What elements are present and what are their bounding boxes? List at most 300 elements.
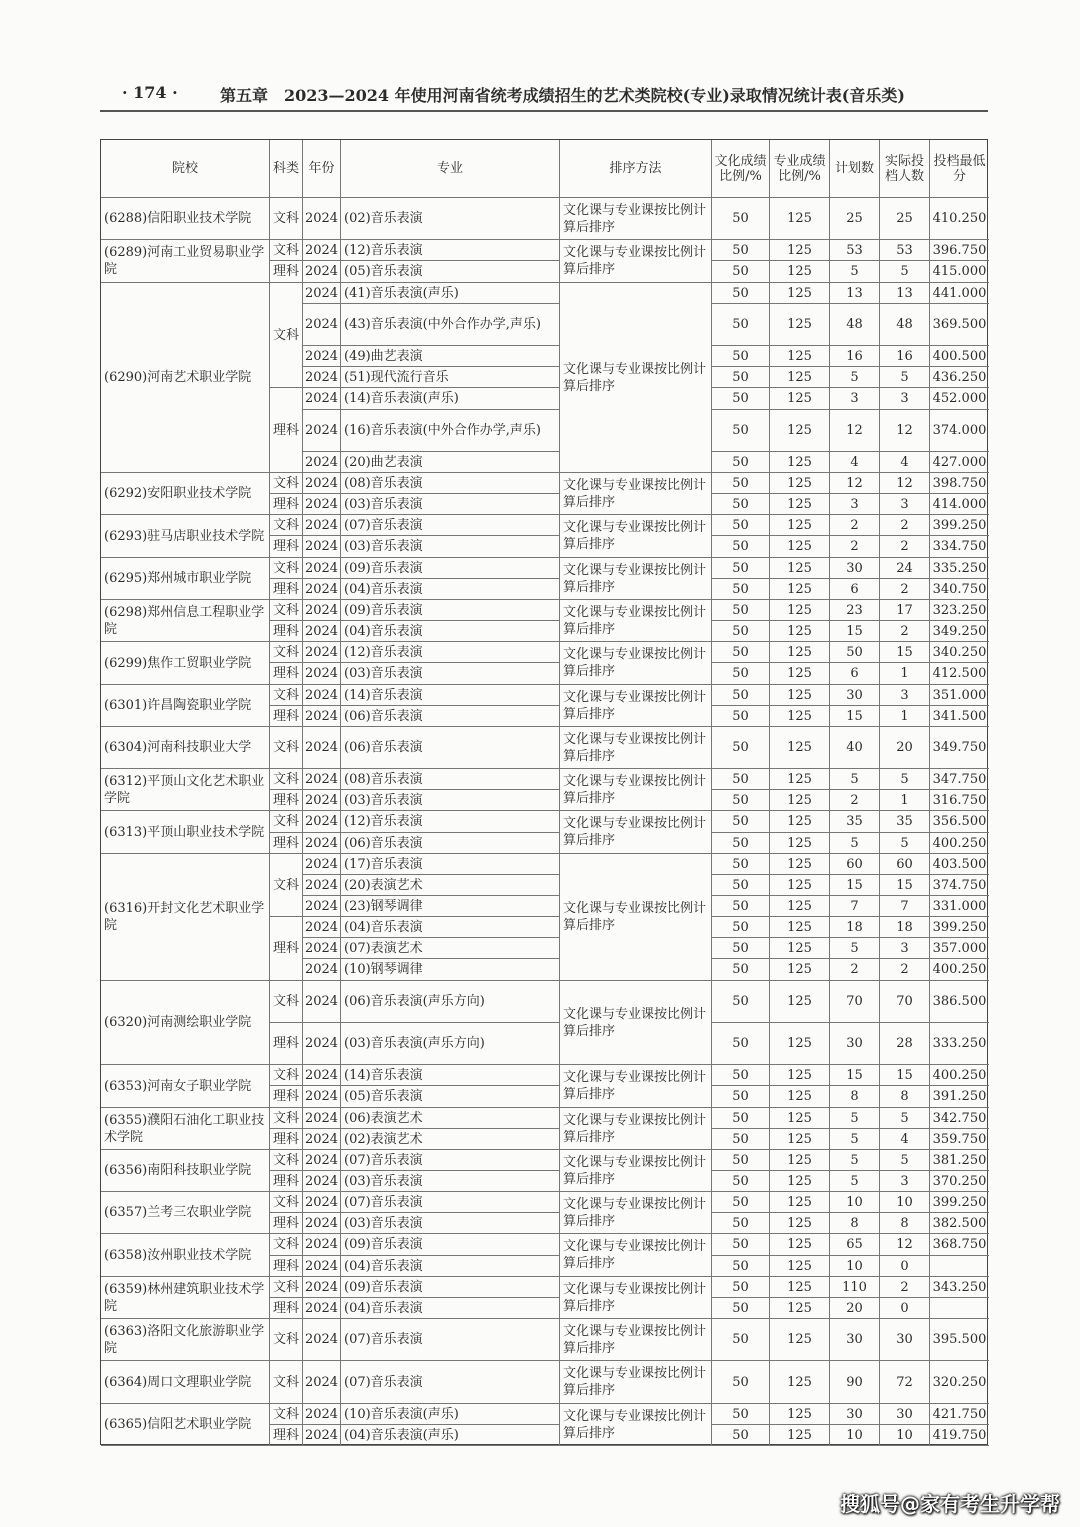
cell-year: 2024: [303, 304, 341, 346]
cell-sort-method: 文化课与专业课按比例计算后排序: [560, 981, 712, 1065]
cell-actual: 0: [880, 1298, 930, 1319]
cell-plan: 15: [830, 875, 880, 896]
cell-culture-ratio: 50: [712, 1404, 770, 1425]
cell-culture-ratio: 50: [712, 515, 770, 536]
cell-major-ratio: 125: [770, 1256, 830, 1277]
cell-major-ratio: 125: [770, 1361, 830, 1404]
cell-plan: 3: [830, 494, 880, 515]
cell-culture-ratio: 50: [712, 685, 770, 706]
cell-year: 2024: [303, 558, 341, 579]
cell-plan: 5: [830, 1129, 880, 1150]
cell-plan: 2: [830, 515, 880, 536]
cell-plan: 5: [830, 367, 880, 388]
cell-type: 文科: [270, 558, 303, 579]
cell-culture-ratio: 50: [712, 410, 770, 452]
cell-min-score: 400.250: [930, 1065, 989, 1086]
cell-min-score: 340.750: [930, 579, 989, 600]
cell-year: 2024: [303, 452, 341, 473]
cell-major: (07)音乐表演: [341, 1319, 560, 1361]
cell-year: 2024: [303, 1256, 341, 1277]
cell-major: (07)音乐表演: [341, 1361, 560, 1404]
cell-school: (6301)许昌陶瓷职业学院: [101, 685, 270, 727]
cell-min-score: 374.000: [930, 410, 989, 452]
cell-actual: 25: [880, 198, 930, 240]
header-type: 科类: [270, 140, 303, 198]
cell-year: 2024: [303, 388, 341, 410]
cell-major-ratio: 125: [770, 261, 830, 283]
cell-major: (09)音乐表演: [341, 558, 560, 579]
cell-min-score: 369.500: [930, 304, 989, 346]
cell-major-ratio: 125: [770, 410, 830, 452]
cell-type: 文科: [270, 811, 303, 833]
cell-culture-ratio: 50: [712, 367, 770, 388]
cell-major-ratio: 125: [770, 198, 830, 240]
cell-major: (20)表演艺术: [341, 875, 560, 896]
cell-major-ratio: 125: [770, 1213, 830, 1234]
cell-year: 2024: [303, 473, 341, 494]
cell-major: (03)音乐表演: [341, 1213, 560, 1234]
cell-culture-ratio: 50: [712, 959, 770, 981]
cell-actual: 5: [880, 367, 930, 388]
cell-major: (08)音乐表演: [341, 769, 560, 790]
cell-major: (10)音乐表演(声乐): [341, 1404, 560, 1425]
cell-min-score: 441.000: [930, 283, 989, 304]
cell-sort-method: 文化课与专业课按比例计算后排序: [560, 1277, 712, 1319]
cell-plan: 5: [830, 1171, 880, 1192]
cell-year: 2024: [303, 198, 341, 240]
cell-type: 理科: [270, 1023, 303, 1065]
cell-culture-ratio: 50: [712, 1234, 770, 1256]
cell-actual: 24: [880, 558, 930, 579]
cell-major-ratio: 125: [770, 981, 830, 1023]
cell-year: 2024: [303, 1065, 341, 1086]
cell-sort-method: 文化课与专业课按比例计算后排序: [560, 558, 712, 600]
cell-year: 2024: [303, 981, 341, 1023]
cell-school: (6353)河南女子职业学院: [101, 1065, 270, 1108]
cell-major-ratio: 125: [770, 854, 830, 875]
cell-major: (03)音乐表演: [341, 1171, 560, 1192]
cell-culture-ratio: 50: [712, 240, 770, 261]
cell-sort-method: 文化课与专业课按比例计算后排序: [560, 198, 712, 240]
header-culture-ratio: 文化成绩比例/%: [712, 140, 770, 198]
cell-major-ratio: 125: [770, 283, 830, 304]
cell-school: (6298)郑州信息工程职业学院: [101, 600, 270, 642]
cell-school: (6316)开封文化艺术职业学院: [101, 854, 270, 981]
cell-major-ratio: 125: [770, 579, 830, 600]
cell-actual: 3: [880, 388, 930, 410]
cell-major-ratio: 125: [770, 1425, 830, 1446]
cell-actual: 4: [880, 452, 930, 473]
cell-culture-ratio: 50: [712, 1298, 770, 1319]
cell-year: 2024: [303, 685, 341, 706]
cell-major: (14)音乐表演(声乐): [341, 388, 560, 410]
admission-table: [100, 139, 988, 1445]
cell-year: 2024: [303, 1234, 341, 1256]
cell-major: (04)音乐表演: [341, 579, 560, 600]
cell-type: 理科: [270, 1298, 303, 1319]
cell-year: 2024: [303, 1319, 341, 1361]
cell-min-score: 331.000: [930, 896, 989, 917]
cell-year: 2024: [303, 240, 341, 261]
cell-plan: 30: [830, 685, 880, 706]
cell-actual: 5: [880, 1108, 930, 1129]
cell-min-score: 395.500: [930, 1319, 989, 1361]
cell-type: 文科: [270, 854, 303, 917]
cell-culture-ratio: 50: [712, 1192, 770, 1213]
cell-type: 文科: [270, 642, 303, 663]
cell-culture-ratio: 50: [712, 261, 770, 283]
cell-plan: 35: [830, 811, 880, 833]
cell-min-score: 412.500: [930, 663, 989, 685]
cell-major-ratio: 125: [770, 346, 830, 367]
cell-school: (6358)汝州职业技术学院: [101, 1234, 270, 1277]
cell-culture-ratio: 50: [712, 1150, 770, 1171]
cell-type: 文科: [270, 1277, 303, 1298]
header-plan: 计划数: [830, 140, 880, 198]
cell-actual: 35: [880, 811, 930, 833]
cell-culture-ratio: 50: [712, 854, 770, 875]
cell-year: 2024: [303, 1213, 341, 1234]
cell-major-ratio: 125: [770, 452, 830, 473]
cell-sort-method: 文化课与专业课按比例计算后排序: [560, 1108, 712, 1150]
cell-min-score: 340.250: [930, 642, 989, 663]
cell-sort-method: 文化课与专业课按比例计算后排序: [560, 769, 712, 811]
cell-major: (03)音乐表演: [341, 494, 560, 515]
cell-culture-ratio: 50: [712, 1319, 770, 1361]
cell-school: (6289)河南工业贸易职业学院: [101, 240, 270, 283]
cell-major: (17)音乐表演: [341, 854, 560, 875]
cell-plan: 6: [830, 663, 880, 685]
cell-major: (06)音乐表演: [341, 706, 560, 727]
cell-major-ratio: 125: [770, 1277, 830, 1298]
cell-culture-ratio: 50: [712, 790, 770, 811]
cell-year: 2024: [303, 938, 341, 959]
cell-culture-ratio: 50: [712, 981, 770, 1023]
cell-plan: 48: [830, 304, 880, 346]
cell-min-score: 349.750: [930, 727, 989, 769]
cell-actual: 2: [880, 515, 930, 536]
cell-type: 文科: [270, 1108, 303, 1129]
cell-major: (05)音乐表演: [341, 1086, 560, 1108]
cell-plan: 3: [830, 388, 880, 410]
cell-sort-method: 文化课与专业课按比例计算后排序: [560, 600, 712, 642]
cell-actual: 5: [880, 833, 930, 854]
cell-culture-ratio: 50: [712, 1213, 770, 1234]
cell-sort-method: 文化课与专业课按比例计算后排序: [560, 811, 712, 854]
cell-major-ratio: 125: [770, 685, 830, 706]
cell-plan: 6: [830, 579, 880, 600]
cell-major: (08)音乐表演: [341, 473, 560, 494]
cell-year: 2024: [303, 959, 341, 981]
cell-plan: 7: [830, 896, 880, 917]
cell-plan: 2: [830, 959, 880, 981]
cell-school: (6290)河南艺术职业学院: [101, 283, 270, 473]
cell-actual: 8: [880, 1086, 930, 1108]
cell-major: (07)音乐表演: [341, 515, 560, 536]
cell-major-ratio: 125: [770, 959, 830, 981]
cell-major: (12)音乐表演: [341, 240, 560, 261]
cell-plan: 4: [830, 452, 880, 473]
cell-plan: 30: [830, 1319, 880, 1361]
cell-type: 文科: [270, 1404, 303, 1425]
cell-type: 文科: [270, 1234, 303, 1256]
cell-major: (07)表演艺术: [341, 938, 560, 959]
cell-actual: 20: [880, 727, 930, 769]
cell-major: (16)音乐表演(中外合作办学,声乐): [341, 410, 560, 452]
cell-min-score: 333.250: [930, 1023, 989, 1065]
cell-min-score: 374.750: [930, 875, 989, 896]
cell-type: 理科: [270, 536, 303, 558]
cell-year: 2024: [303, 790, 341, 811]
cell-min-score: 356.500: [930, 811, 989, 833]
cell-min-score: 347.750: [930, 769, 989, 790]
cell-plan: 5: [830, 938, 880, 959]
cell-actual: 17: [880, 600, 930, 621]
cell-plan: 8: [830, 1086, 880, 1108]
cell-type: 理科: [270, 1425, 303, 1446]
cell-actual: 7: [880, 896, 930, 917]
cell-actual: 1: [880, 663, 930, 685]
cell-year: 2024: [303, 833, 341, 854]
cell-school: (6364)周口文理职业学院: [101, 1361, 270, 1404]
cell-plan: 2: [830, 790, 880, 811]
cell-plan: 50: [830, 642, 880, 663]
cell-type: 文科: [270, 1192, 303, 1213]
cell-type: 文科: [270, 1150, 303, 1171]
cell-min-score: 335.250: [930, 558, 989, 579]
cell-major-ratio: 125: [770, 1404, 830, 1425]
cell-type: 文科: [270, 473, 303, 494]
cell-major-ratio: 125: [770, 367, 830, 388]
cell-type: 理科: [270, 261, 303, 283]
cell-type: 理科: [270, 790, 303, 811]
cell-type: 文科: [270, 727, 303, 769]
cell-culture-ratio: 50: [712, 811, 770, 833]
cell-major-ratio: 125: [770, 304, 830, 346]
cell-major: (06)音乐表演: [341, 833, 560, 854]
cell-major-ratio: 125: [770, 1234, 830, 1256]
cell-major-ratio: 125: [770, 642, 830, 663]
cell-plan: 13: [830, 283, 880, 304]
cell-culture-ratio: 50: [712, 1425, 770, 1446]
cell-actual: 53: [880, 240, 930, 261]
cell-major-ratio: 125: [770, 896, 830, 917]
cell-min-score: 381.250: [930, 1150, 989, 1171]
cell-culture-ratio: 50: [712, 917, 770, 938]
cell-sort-method: 文化课与专业课按比例计算后排序: [560, 1361, 712, 1404]
cell-min-score: 368.750: [930, 1234, 989, 1256]
cell-year: 2024: [303, 410, 341, 452]
cell-school: (6313)平顶山职业技术学院: [101, 811, 270, 854]
cell-culture-ratio: 50: [712, 579, 770, 600]
cell-year: 2024: [303, 854, 341, 875]
cell-actual: 48: [880, 304, 930, 346]
cell-culture-ratio: 50: [712, 452, 770, 473]
cell-actual: 1: [880, 706, 930, 727]
cell-actual: 12: [880, 410, 930, 452]
cell-plan: 10: [830, 1192, 880, 1213]
chapter-title: 第五章 2023—2024 年使用河南省统考成绩招生的艺术类院校(专业)录取情况统计表(音乐类): [220, 86, 905, 105]
cell-major-ratio: 125: [770, 875, 830, 896]
cell-actual: 12: [880, 473, 930, 494]
cell-plan: 40: [830, 727, 880, 769]
cell-actual: 10: [880, 1192, 930, 1213]
cell-plan: 5: [830, 769, 880, 790]
cell-min-score: 323.250: [930, 600, 989, 621]
cell-culture-ratio: 50: [712, 1361, 770, 1404]
header-actual: 实际投档人数: [880, 140, 930, 198]
cell-major-ratio: 125: [770, 388, 830, 410]
cell-plan: 30: [830, 1404, 880, 1425]
header-major-ratio: 专业成绩比例/%: [770, 140, 830, 198]
cell-year: 2024: [303, 261, 341, 283]
cell-min-score: 414.000: [930, 494, 989, 515]
cell-actual: 2: [880, 536, 930, 558]
cell-major: (04)音乐表演: [341, 621, 560, 642]
cell-actual: 5: [880, 261, 930, 283]
cell-sort-method: 文化课与专业课按比例计算后排序: [560, 515, 712, 558]
cell-culture-ratio: 50: [712, 1023, 770, 1065]
cell-type: 文科: [270, 769, 303, 790]
cell-school: (6356)南阳科技职业学院: [101, 1150, 270, 1192]
cell-school: (6357)兰考三农职业学院: [101, 1192, 270, 1234]
cell-type: 文科: [270, 240, 303, 261]
cell-major: (07)音乐表演: [341, 1150, 560, 1171]
cell-min-score: 359.750: [930, 1129, 989, 1150]
cell-year: 2024: [303, 600, 341, 621]
cell-min-score: 349.250: [930, 621, 989, 642]
cell-school: (6365)信阳艺术职业学院: [101, 1404, 270, 1446]
cell-min-score: 320.250: [930, 1361, 989, 1404]
cell-major-ratio: 125: [770, 1298, 830, 1319]
cell-major: (06)音乐表演: [341, 727, 560, 769]
cell-min-score: 370.250: [930, 1171, 989, 1192]
cell-actual: 8: [880, 1213, 930, 1234]
cell-type: 文科: [270, 283, 303, 388]
cell-school: (6304)河南科技职业大学: [101, 727, 270, 769]
cell-plan: 15: [830, 621, 880, 642]
cell-min-score: 419.750: [930, 1425, 989, 1446]
cell-culture-ratio: 50: [712, 642, 770, 663]
cell-year: 2024: [303, 706, 341, 727]
cell-sort-method: 文化课与专业课按比例计算后排序: [560, 1234, 712, 1277]
cell-type: 理科: [270, 388, 303, 473]
cell-actual: 13: [880, 283, 930, 304]
cell-major-ratio: 125: [770, 1150, 830, 1171]
cell-min-score: 351.000: [930, 685, 989, 706]
cell-min-score: 399.250: [930, 515, 989, 536]
cell-type: 文科: [270, 685, 303, 706]
header-min-score: 投档最低分: [930, 140, 989, 198]
cell-major: (03)音乐表演: [341, 536, 560, 558]
cell-major-ratio: 125: [770, 833, 830, 854]
cell-actual: 5: [880, 769, 930, 790]
cell-plan: 12: [830, 410, 880, 452]
cell-type: 文科: [270, 515, 303, 536]
cell-plan: 53: [830, 240, 880, 261]
cell-sort-method: 文化课与专业课按比例计算后排序: [560, 685, 712, 727]
cell-min-score: 386.500: [930, 981, 989, 1023]
cell-year: 2024: [303, 917, 341, 938]
cell-major: (06)音乐表演(声乐方向): [341, 981, 560, 1023]
cell-actual: 2: [880, 621, 930, 642]
header-school: 院校: [101, 140, 270, 198]
cell-major-ratio: 125: [770, 663, 830, 685]
cell-plan: 90: [830, 1361, 880, 1404]
cell-culture-ratio: 50: [712, 1256, 770, 1277]
cell-type: 文科: [270, 1361, 303, 1404]
cell-major: (03)音乐表演: [341, 790, 560, 811]
cell-major-ratio: 125: [770, 536, 830, 558]
cell-year: 2024: [303, 663, 341, 685]
cell-culture-ratio: 50: [712, 621, 770, 642]
cell-actual: 3: [880, 685, 930, 706]
cell-major: (04)音乐表演: [341, 1298, 560, 1319]
cell-major: (14)音乐表演: [341, 1065, 560, 1086]
cell-major-ratio: 125: [770, 790, 830, 811]
cell-culture-ratio: 50: [712, 1065, 770, 1086]
cell-major-ratio: 125: [770, 515, 830, 536]
cell-major: (04)音乐表演(声乐): [341, 1425, 560, 1446]
cell-major-ratio: 125: [770, 473, 830, 494]
cell-min-score: 316.750: [930, 790, 989, 811]
cell-actual: 18: [880, 917, 930, 938]
cell-school: (6295)郑州城市职业学院: [101, 558, 270, 600]
cell-type: 理科: [270, 917, 303, 981]
cell-plan: 5: [830, 833, 880, 854]
cell-major: (23)钢琴调律: [341, 896, 560, 917]
cell-school: (6299)焦作工贸职业学院: [101, 642, 270, 685]
cell-actual: 4: [880, 1129, 930, 1150]
cell-year: 2024: [303, 1129, 341, 1150]
cell-plan: 15: [830, 706, 880, 727]
cell-major: (10)钢琴调律: [341, 959, 560, 981]
cell-major: (43)音乐表演(中外合作办学,声乐): [341, 304, 560, 346]
cell-major-ratio: 125: [770, 727, 830, 769]
cell-culture-ratio: 50: [712, 1108, 770, 1129]
cell-actual: 30: [880, 1404, 930, 1425]
cell-major: (49)曲艺表演: [341, 346, 560, 367]
cell-year: 2024: [303, 494, 341, 515]
watermark: 搜狐号@家有考生升学帮: [840, 1492, 1060, 1516]
cell-actual: 60: [880, 854, 930, 875]
cell-major: (03)音乐表演(声乐方向): [341, 1023, 560, 1065]
cell-year: 2024: [303, 1150, 341, 1171]
cell-major-ratio: 125: [770, 1129, 830, 1150]
cell-culture-ratio: 50: [712, 706, 770, 727]
cell-major-ratio: 125: [770, 1319, 830, 1361]
cell-major: (41)音乐表演(声乐): [341, 283, 560, 304]
cell-min-score: 410.250: [930, 198, 989, 240]
cell-major: (07)音乐表演: [341, 1192, 560, 1213]
cell-major-ratio: 125: [770, 706, 830, 727]
cell-type: 文科: [270, 1065, 303, 1086]
cell-major: (02)音乐表演: [341, 198, 560, 240]
page-header: [100, 80, 988, 110]
cell-min-score: 415.000: [930, 261, 989, 283]
cell-sort-method: 文化课与专业课按比例计算后排序: [560, 1404, 712, 1446]
cell-major: (09)音乐表演: [341, 1234, 560, 1256]
cell-year: 2024: [303, 1404, 341, 1425]
cell-min-score: 343.250: [930, 1277, 989, 1298]
cell-year: 2024: [303, 1108, 341, 1129]
cell-sort-method: 文化课与专业课按比例计算后排序: [560, 854, 712, 981]
cell-school: (6359)林州建筑职业技术学院: [101, 1277, 270, 1319]
cell-culture-ratio: 50: [712, 304, 770, 346]
cell-year: 2024: [303, 727, 341, 769]
cell-major-ratio: 125: [770, 769, 830, 790]
cell-type: 理科: [270, 833, 303, 854]
